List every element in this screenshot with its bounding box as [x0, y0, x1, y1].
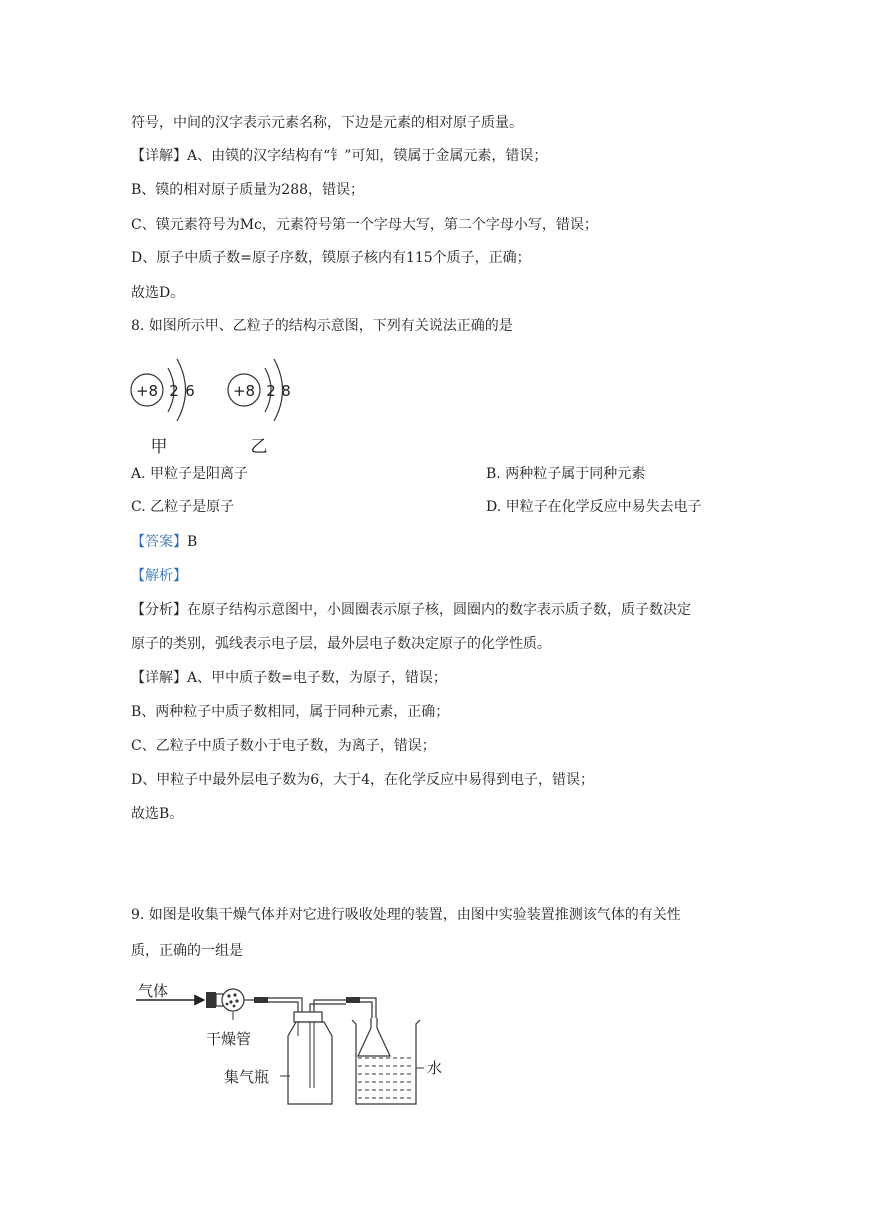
fenxi-text: 在原子结构示意图中，小圆圈表示原子核，圆圈内的数字表示质子数，质子数决定 — [187, 602, 691, 618]
drying-tube — [206, 989, 268, 1020]
text-line: C、镆元素符号为Mc，元素符号第一个字母大写，第二个字母小写，错误； — [131, 217, 598, 233]
atomic-structure-diagram — [128, 348, 308, 460]
answer-line — [131, 532, 197, 552]
xiangjie-line-b: B、两种粒子中质子数相同，属于同种元素，正确； — [131, 704, 450, 720]
fenxi-tag: 【分析】 — [131, 602, 187, 618]
water-label: 水 — [427, 1059, 443, 1077]
option-d: D. 甲粒子在化学反应中易失去电子 — [486, 499, 702, 515]
text-line: 符号，中间的汉字表示元素名称，下边是元素的相对原子质量。 — [131, 115, 523, 131]
text-line: B、镆的相对原子质量为288，错误； — [131, 182, 365, 198]
detail-text: A、由镆的汉字结构有“钅”可知，镆属于金属元素，错误； — [187, 148, 548, 164]
particle-label: 乙 — [250, 437, 268, 457]
fenxi-line-2: 原子的类别，弧线表示电子层，最外层电子数决定原子的化学性质。 — [131, 636, 551, 652]
detail-line — [131, 146, 547, 166]
particle-label: 甲 — [150, 437, 168, 457]
conclusion-line: 故选B。 — [131, 806, 184, 822]
drying-tube-label: 干燥管 — [206, 1030, 252, 1048]
shell-2-electrons: 8 — [281, 382, 291, 400]
answer-value: B — [187, 534, 198, 550]
answer-tag: 【答案】 — [131, 534, 187, 550]
question-8-stem: 8. 如图所示甲、乙粒子的结构示意图，下列有关说法正确的是 — [131, 318, 513, 334]
xiangjie-tag: 【详解】 — [131, 670, 187, 686]
xiangjie-line-d: D、甲粒子中最外层电子数为6，大于4，在化学反应中易得到电子，错误； — [131, 772, 595, 788]
shell-1-electrons: 2 — [266, 382, 276, 400]
gas-label: 气体 — [138, 982, 169, 1000]
shell-1-electrons: 2 — [169, 382, 179, 400]
detail-tag: 【详解】 — [131, 148, 187, 164]
gas-collection-apparatus — [130, 978, 460, 1118]
xiangjie-line-a — [131, 668, 447, 688]
beaker-with-funnel — [352, 1018, 420, 1104]
collecting-bottle — [288, 1012, 332, 1104]
analysis-tag: 【解析】 — [131, 568, 187, 584]
question-9-stem-2: 质，正确的一组是 — [131, 943, 243, 959]
fenxi-line-1 — [131, 600, 691, 620]
text-line: 故选D。 — [131, 285, 185, 301]
text-line: D、原子中质子数=原子序数，镆原子核内有115个质子，正确； — [131, 250, 531, 266]
option-c: C. 乙粒子是原子 — [131, 499, 235, 515]
particle-yi — [228, 359, 291, 457]
xiangjie-line-c: C、乙粒子中质子数小于电子数，为离子，错误； — [131, 738, 436, 754]
xiangjie-text: A、甲中质子数=电子数，为原子，错误； — [187, 670, 447, 686]
shell-2-electrons: 6 — [185, 382, 195, 400]
nucleus-charge: +8 — [232, 382, 256, 400]
particle-jia — [131, 359, 195, 457]
option-b: B. 两种粒子属于同种元素 — [486, 466, 646, 482]
nucleus-charge: +8 — [135, 382, 159, 400]
question-9-stem-1: 9. 如图是收集干燥气体并对它进行吸收处理的装置，由图中实验装置推测该气体的有关性 — [131, 907, 681, 923]
bottle-label: 集气瓶 — [224, 1068, 270, 1086]
option-a: A. 甲粒子是阳离子 — [131, 466, 249, 482]
